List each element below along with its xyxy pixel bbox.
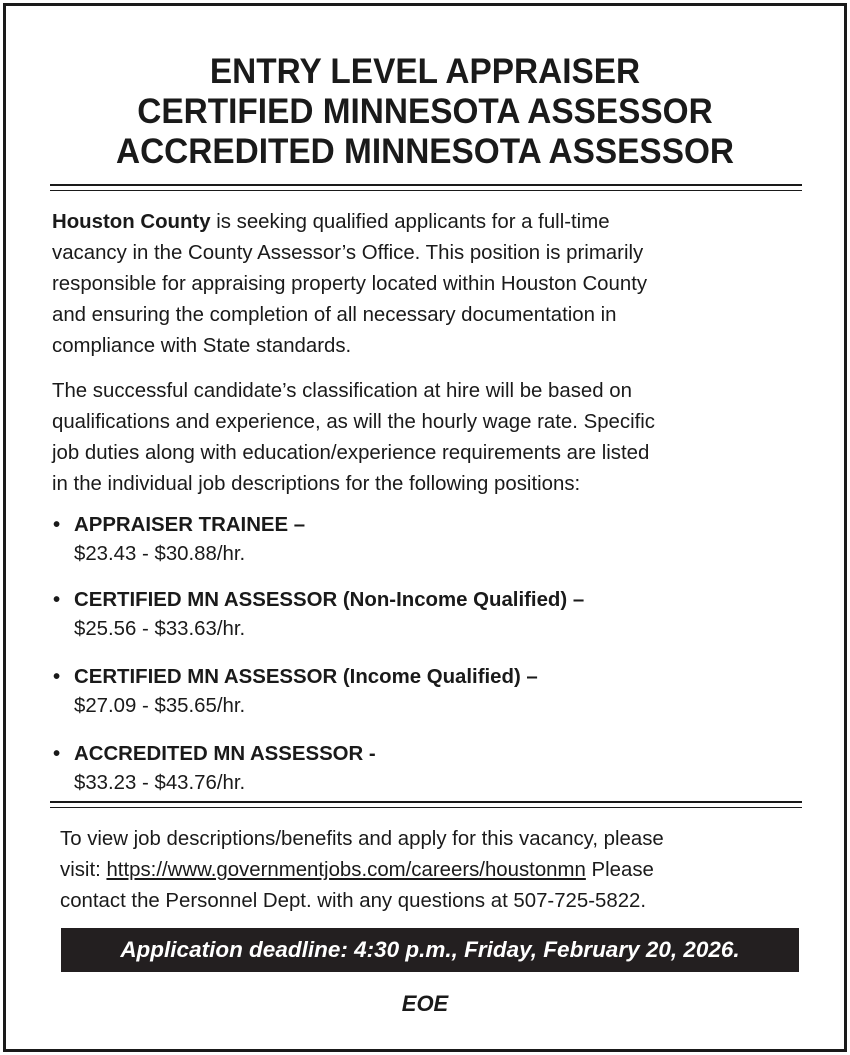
classification-line-3: job duties along with education/experience requirements are listed (52, 442, 650, 464)
bullet-icon: • (53, 514, 61, 536)
position-title: APPRAISER TRAINEE – (74, 514, 306, 536)
intro-paragraph (52, 207, 812, 362)
title-line-1: ENTRY LEVEL APPRAISER (209, 51, 641, 91)
application-link[interactable]: https://www.governmentjobs.com/careers/houstonmn (106, 859, 586, 881)
eoe-statement: EOE (401, 991, 449, 1016)
apply-line-3: contact the Personnel Dept. with any questions at 507-725-5822. (60, 890, 647, 912)
intro-line-1: is seeking qualified applicants for a full-time (210, 211, 610, 233)
apply-line-2-suffix: Please (585, 859, 654, 881)
classification-line-1: The successful candidate’s classification at hire will be based on (52, 380, 632, 402)
apply-line-1: To view job descriptions/benefits and apply for this vacancy, please (60, 828, 664, 850)
title-line-3: ACCREDITED MINNESOTA ASSESSOR (115, 131, 735, 171)
classification-line-2: qualifications and experience, as will the hourly wage rate. Specific (52, 411, 655, 433)
county-name: Houston County (52, 211, 211, 233)
bullet-icon: • (53, 666, 61, 688)
position-rate: $23.43 - $30.88/hr. (74, 543, 246, 565)
bottom-rule-thin (50, 807, 802, 808)
apply-line-2-prefix: visit: (60, 859, 107, 881)
position-title: CERTIFIED MN ASSESSOR (Non-Income Qualified) – (74, 589, 585, 611)
job-advertisement (3, 3, 847, 1052)
top-rule-thick (50, 184, 802, 186)
ad-headline (31, 51, 819, 171)
bottom-rule-thick (50, 801, 802, 803)
apply-instructions (60, 824, 820, 917)
position-title: CERTIFIED MN ASSESSOR (Income Qualified) – (74, 666, 538, 688)
bullet-icon: • (53, 589, 61, 611)
top-rule-thin (50, 190, 802, 191)
intro-line-4: and ensuring the completion of all necessary documentation in (52, 304, 617, 326)
position-rate: $33.23 - $43.76/hr. (74, 772, 246, 794)
classification-paragraph (52, 376, 812, 500)
title-line-2: CERTIFIED MINNESOTA ASSESSOR (137, 91, 713, 131)
intro-line-2: vacancy in the County Assessor’s Office. This position is primarily (52, 242, 644, 264)
intro-line-3: responsible for appraising property located within Houston County (52, 273, 648, 295)
bullet-icon: • (53, 743, 61, 765)
classification-line-4: in the individual job descriptions for the following positions: (52, 473, 581, 495)
intro-line-5: compliance with State standards. (52, 335, 352, 357)
deadline-banner: Application deadline: 4:30 p.m., Friday, February 20, 2026. (61, 928, 799, 972)
position-rate: $25.56 - $33.63/hr. (74, 618, 246, 640)
position-title: ACCREDITED MN ASSESSOR - (74, 743, 376, 765)
position-rate: $27.09 - $35.65/hr. (74, 695, 246, 717)
